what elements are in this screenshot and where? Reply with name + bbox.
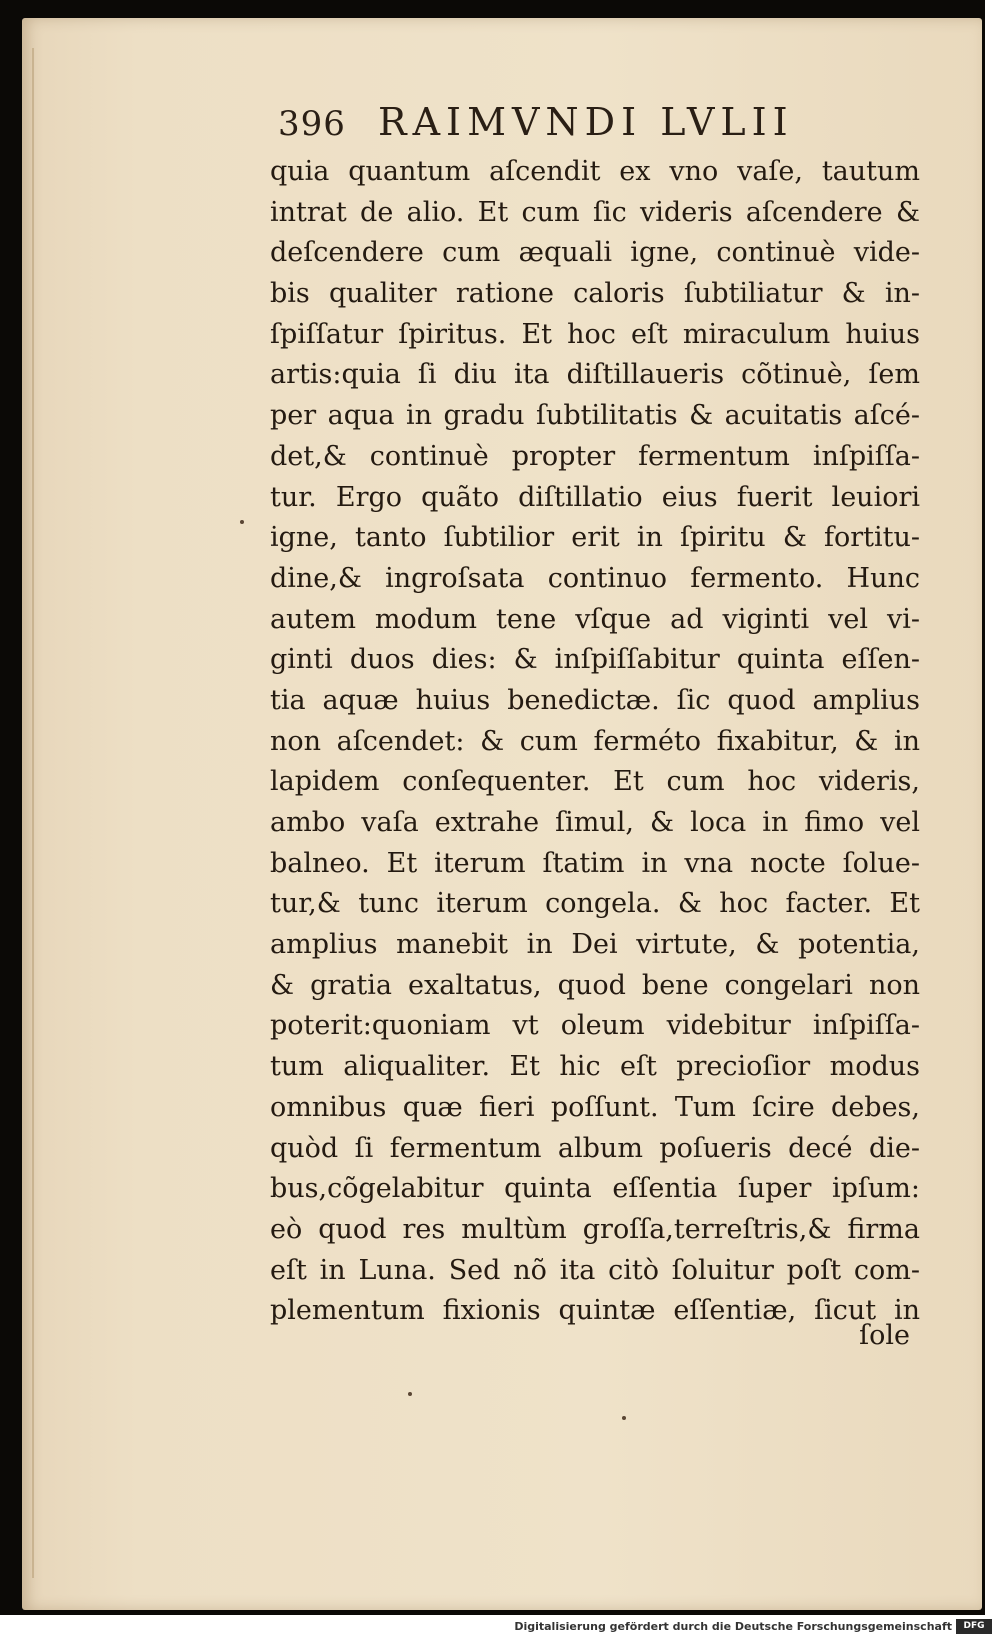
text-line: balneo. Et iterum ſtatim in vna nocte ſolue- xyxy=(270,847,920,879)
text-line: eſt in Luna. Sed nõ ita citò ſoluitur poſt com- xyxy=(270,1254,920,1286)
text-line: non aſcendet: & cum ferméto fixabitur, & in xyxy=(270,725,920,757)
page-header xyxy=(278,100,918,146)
text-line: ſpiſſatur ſpiritus. Et hoc eſt miraculum huius xyxy=(270,318,920,350)
body-text xyxy=(270,152,920,1332)
text-line: autem modum tene vſque ad viginti vel vi- xyxy=(270,603,920,635)
text-line: intrat de alio. Et cum ſic videris aſcendere & xyxy=(270,196,920,228)
text-line: bus,cõgelabitur quinta eſſentia ſuper ipſum: xyxy=(270,1173,920,1205)
ink-speck xyxy=(240,520,244,524)
text-line: tum aliqualiter. Et hic eſt precioſior modus xyxy=(270,1051,920,1083)
text-line: & gratia exaltatus, quod bene congelari non xyxy=(270,969,920,1001)
catchword: ſole xyxy=(859,1320,910,1351)
text-line: igne, tanto ſubtilior erit in ſpiritu & fortitu- xyxy=(270,522,920,554)
gutter-edge xyxy=(32,48,34,1578)
text-line: ginti duos dies: & inſpiſſabitur quinta eſſen- xyxy=(270,644,920,676)
text-line: artis:quia ſi diu ita diſtillaueris cõtinuè, ſem xyxy=(270,359,920,391)
funding-credit: Digitalisierung gefördert durch die Deutsche Forschungsgemeinschaft xyxy=(514,1620,952,1633)
text-line: amplius manebit in Dei virtute, & potentia, xyxy=(270,929,920,961)
text-line: det,& continuè propter fermentum inſpiſſa- xyxy=(270,440,920,472)
text-line: lapidem conſequenter. Et cum hoc videris, xyxy=(270,766,920,798)
text-line: poterit:quoniam vt oleum videbitur inſpiſſa- xyxy=(270,1010,920,1042)
page-number: 396 xyxy=(278,104,346,144)
text-line: quia quantum aſcendit ex vno vaſe, tautum xyxy=(270,156,920,187)
text-line: per aqua in gradu ſubtilitatis & acuitatis aſcé- xyxy=(270,400,920,432)
text-line: tur,& tunc iterum congela. & hoc facter. Et xyxy=(270,888,920,920)
text-line: tia aquæ huius benedictæ. ſic quod amplius xyxy=(270,684,920,716)
text-line: bis qualiter ratione caloris ſubtiliatur & in- xyxy=(270,278,920,310)
text-line: deſcendere cum æquali igne, continuè vide- xyxy=(270,237,920,269)
ink-speck xyxy=(408,1392,412,1396)
text-line: ambo vaſa extrahe ſimul, & loca in fimo vel xyxy=(270,807,920,838)
dfg-logo: DFG xyxy=(956,1619,992,1634)
text-line: quòd ſi fermentum album poſueris decé die- xyxy=(270,1132,920,1164)
footer-strip xyxy=(0,1617,1000,1639)
text-line: omnibus quæ fieri poſſunt. Tum ſcire debes, xyxy=(270,1091,920,1123)
ink-speck xyxy=(622,1416,626,1420)
running-title: RAIMVNDI LVLII xyxy=(378,100,794,144)
text-line: eò quod res multùm groſſa,terreſtris,& firma xyxy=(270,1213,920,1245)
text-line: tur. Ergo quãto diſtillatio eius fuerit leuiori xyxy=(270,481,920,513)
text-line: plementum fixionis quintæ eſſentiæ, ſicut in xyxy=(270,1295,920,1327)
text-line: dine,& ingroſsata continuo fermento. Hunc xyxy=(270,562,920,594)
